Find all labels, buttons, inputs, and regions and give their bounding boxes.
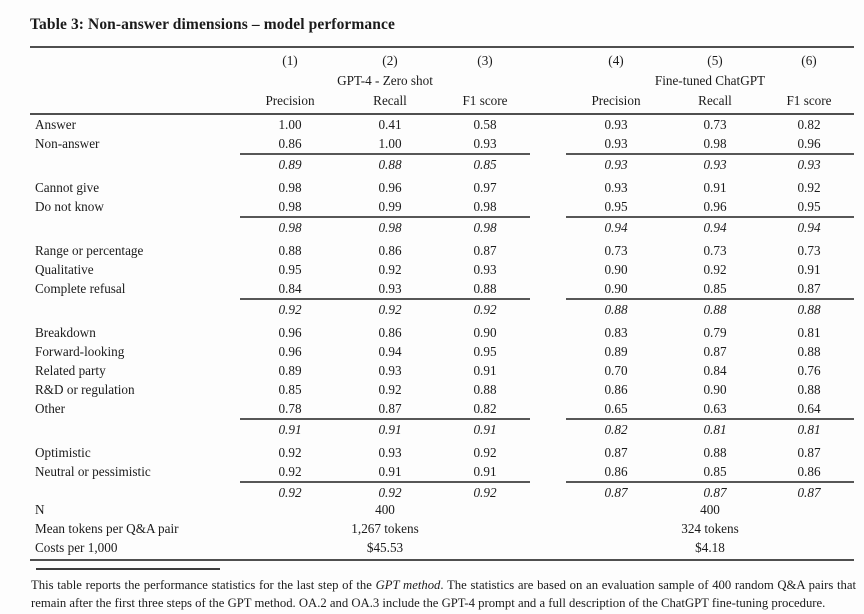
table-row: [30, 361, 854, 380]
value-cell: 0.89: [278, 363, 302, 378]
value-cell: 0.93: [473, 136, 497, 151]
stats-row-mean-tokens: [30, 519, 854, 538]
row-label: Mean tokens per Q&A pair: [35, 521, 179, 536]
empty-header-cell: [30, 90, 240, 113]
group-gap: [530, 380, 566, 399]
col-number-4: (4): [608, 53, 624, 68]
summary-value-cell: 0.81: [764, 418, 854, 437]
value-cell: 0.73: [604, 243, 628, 258]
group-gap: [530, 342, 566, 361]
empty-header-cell: [30, 71, 240, 90]
value-cell: 0.93: [378, 363, 402, 378]
value-cell: 0.86: [378, 243, 402, 258]
value-cell: 0.87: [473, 243, 497, 258]
value-cell: 0.81: [797, 325, 821, 340]
group-labels-row: [30, 71, 854, 90]
value-cell: 0.91: [473, 464, 497, 479]
row-label: Other: [35, 401, 66, 416]
value-cell: 0.86: [604, 464, 628, 479]
subheader-f1-1: F1 score: [462, 93, 508, 108]
value-cell: 0.78: [278, 401, 302, 416]
value-cell: 0.86: [378, 325, 402, 340]
stat-value: $4.18: [695, 540, 725, 555]
summary-value-cell: 0.82: [566, 418, 666, 437]
value-cell: 0.91: [797, 262, 821, 277]
value-cell: 0.96: [703, 199, 727, 214]
table-header: [30, 48, 854, 115]
value-cell: 0.58: [473, 117, 497, 132]
summary-value-cell: 0.92: [340, 481, 440, 500]
summary-value-cell: 0.87: [764, 481, 854, 500]
value-cell: 0.93: [473, 262, 497, 277]
value-cell: 0.95: [278, 262, 302, 277]
value-cell: 0.92: [473, 445, 497, 460]
table-row: [30, 462, 854, 481]
value-cell: 0.88: [797, 382, 821, 397]
value-cell: 0.63: [703, 401, 727, 416]
stat-value: 400: [700, 502, 720, 517]
group-gap: [530, 153, 566, 172]
group-gap: [530, 216, 566, 235]
value-cell: 0.87: [378, 401, 402, 416]
summary-value-cell: 0.88: [666, 298, 764, 317]
stats-row-costs: [30, 538, 854, 557]
group-gap: [530, 323, 566, 342]
table-row: [30, 197, 854, 216]
group-gap: [530, 241, 566, 260]
value-cell: 0.87: [604, 445, 628, 460]
value-cell: 0.92: [703, 262, 727, 277]
footnote-text: This table reports the performance statistics for the last step of the: [31, 578, 376, 592]
summary-value-cell: 0.91: [240, 418, 340, 437]
value-cell: 0.87: [797, 445, 821, 460]
value-cell: 0.88: [797, 344, 821, 359]
summary-value-cell: 0.94: [666, 216, 764, 235]
value-cell: 0.85: [703, 464, 727, 479]
summary-value-cell: 0.92: [440, 298, 530, 317]
summary-value-cell: 0.88: [566, 298, 666, 317]
row-label: Costs per 1,000: [35, 540, 118, 555]
row-label: Forward-looking: [35, 344, 125, 359]
empty-header-cell: [30, 48, 240, 71]
value-cell: 1.00: [378, 136, 402, 151]
group-gap: [530, 361, 566, 380]
value-cell: 0.93: [604, 180, 628, 195]
table-row: [30, 279, 854, 298]
summary-value-cell: 0.94: [566, 216, 666, 235]
value-cell: 0.87: [797, 281, 821, 296]
value-cell: 0.88: [473, 281, 497, 296]
group-gap: [530, 90, 566, 113]
group-gap: [530, 197, 566, 216]
summary-value-cell: 0.93: [666, 153, 764, 172]
column-numbers-row: [30, 48, 854, 71]
summary-value-cell: 0.92: [440, 481, 530, 500]
value-cell: 0.82: [797, 117, 821, 132]
value-cell: 0.98: [278, 199, 302, 214]
value-cell: 0.97: [473, 180, 497, 195]
summary-value-cell: 0.91: [340, 418, 440, 437]
value-cell: 0.82: [473, 401, 497, 416]
table-body: [30, 115, 854, 500]
summary-label-empty: [30, 481, 240, 500]
stat-value: $45.53: [366, 540, 404, 555]
group-gap: [530, 260, 566, 279]
summary-value-cell: 0.94: [764, 216, 854, 235]
footnote: [31, 576, 856, 612]
subheader-recall-1: Recall: [373, 93, 407, 108]
group-gap: [530, 481, 566, 500]
value-cell: 0.98: [278, 180, 302, 195]
subheader-f1-2: F1 score: [786, 93, 832, 108]
section-summary-row: [30, 418, 854, 437]
group-gap: [530, 48, 566, 71]
value-cell: 0.96: [278, 344, 302, 359]
summary-label-empty: [30, 298, 240, 317]
value-cell: 0.91: [378, 464, 402, 479]
value-cell: 0.79: [703, 325, 727, 340]
table-title: Table 3: Non-answer dimensions – model performance: [30, 16, 395, 33]
summary-value-cell: 0.93: [764, 153, 854, 172]
row-label: Qualitative: [35, 262, 94, 277]
value-cell: 0.92: [378, 262, 402, 277]
value-cell: 0.90: [703, 382, 727, 397]
value-cell: 0.98: [473, 199, 497, 214]
table-row: [30, 342, 854, 361]
row-label: N: [35, 502, 45, 517]
footnote-italic-term: GPT method: [375, 578, 441, 592]
summary-value-cell: 0.92: [340, 298, 440, 317]
value-cell: 0.95: [473, 344, 497, 359]
value-cell: 0.96: [378, 180, 402, 195]
row-label: Cannot give: [35, 180, 100, 195]
summary-value-cell: 0.89: [240, 153, 340, 172]
value-cell: 0.92: [278, 445, 302, 460]
row-label: Answer: [35, 117, 77, 132]
row-label: Neutral or pessimistic: [35, 464, 151, 479]
value-cell: 0.76: [797, 363, 821, 378]
stat-value: 400: [375, 502, 395, 517]
value-cell: 0.65: [604, 401, 628, 416]
value-cell: 0.86: [278, 136, 302, 151]
value-cell: 0.84: [278, 281, 302, 296]
summary-value-cell: 0.98: [340, 216, 440, 235]
value-cell: 0.98: [703, 136, 727, 151]
summary-value-cell: 0.88: [764, 298, 854, 317]
row-label: Optimistic: [35, 445, 91, 460]
group-gap: [530, 71, 566, 90]
value-cell: 0.90: [473, 325, 497, 340]
summary-value-cell: 0.92: [240, 481, 340, 500]
section-summary-row: [30, 153, 854, 172]
value-cell: 0.88: [278, 243, 302, 258]
col-number-1: (1): [282, 53, 298, 68]
group-gap: [530, 462, 566, 481]
value-cell: 0.87: [703, 344, 727, 359]
summary-label-empty: [30, 418, 240, 437]
col-number-3: (3): [477, 53, 493, 68]
value-cell: 0.85: [703, 281, 727, 296]
row-label: R&D or regulation: [35, 382, 135, 397]
value-cell: 0.73: [797, 243, 821, 258]
section-summary-row: [30, 298, 854, 317]
value-cell: 0.99: [378, 199, 402, 214]
table-row: [30, 115, 854, 134]
summary-label-empty: [30, 216, 240, 235]
value-cell: 0.92: [378, 382, 402, 397]
value-cell: 0.64: [797, 401, 821, 416]
group-gap: [530, 519, 566, 538]
value-cell: 0.84: [703, 363, 727, 378]
row-label: Complete refusal: [35, 281, 126, 296]
value-cell: 0.73: [703, 117, 727, 132]
row-label: Range or percentage: [35, 243, 144, 258]
table-row: [30, 323, 854, 342]
value-cell: 0.92: [797, 180, 821, 195]
stats-row-n: [30, 500, 854, 519]
table-row: [30, 241, 854, 260]
table-row: [30, 380, 854, 399]
value-cell: 0.86: [797, 464, 821, 479]
stat-value: 1,267 tokens: [351, 521, 419, 536]
subheader-precision-2: Precision: [591, 93, 641, 108]
col-number-2: (2): [382, 53, 398, 68]
value-cell: 0.96: [278, 325, 302, 340]
group-gap: [530, 279, 566, 298]
group-gap: [530, 399, 566, 418]
table-row: [30, 399, 854, 418]
summary-value-cell: 0.98: [240, 216, 340, 235]
value-cell: 0.90: [604, 281, 628, 296]
summary-value-cell: 0.98: [440, 216, 530, 235]
value-cell: 0.90: [604, 262, 628, 277]
table-stats: [30, 500, 854, 559]
group-gap: [530, 418, 566, 437]
summary-value-cell: 0.92: [240, 298, 340, 317]
stat-value: 324 tokens: [681, 521, 739, 536]
section-summary-row: [30, 481, 854, 500]
group-gap: [530, 298, 566, 317]
section-summary-row: [30, 216, 854, 235]
summary-value-cell: 0.88: [340, 153, 440, 172]
value-cell: 0.95: [797, 199, 821, 214]
summary-value-cell: 0.87: [666, 481, 764, 500]
summary-value-cell: 0.93: [566, 153, 666, 172]
value-cell: 0.93: [378, 281, 402, 296]
value-cell: 0.70: [604, 363, 628, 378]
subheader-recall-2: Recall: [698, 93, 732, 108]
group-gap: [530, 178, 566, 197]
summary-value-cell: 0.85: [440, 153, 530, 172]
row-label: Non-answer: [35, 136, 100, 151]
group-gap: [530, 134, 566, 153]
footnote-text: . The statistics are based on an evaluation sample of 400 random Q&A pairs that remain after the first three steps of the GPT method. OA.2 and OA.3 include the GPT-4 prompt and a full description of the ChatGPT fine-tuning procedure.: [31, 578, 856, 610]
value-cell: 0.83: [604, 325, 628, 340]
group-gap: [530, 443, 566, 462]
value-cell: 0.85: [278, 382, 302, 397]
summary-label-empty: [30, 153, 240, 172]
value-cell: 0.94: [378, 344, 402, 359]
value-cell: 0.93: [604, 136, 628, 151]
col-number-6: (6): [801, 53, 817, 68]
col-number-5: (5): [707, 53, 723, 68]
table-row: [30, 178, 854, 197]
group-gap: [530, 115, 566, 134]
value-cell: 0.93: [378, 445, 402, 460]
group-label-fine-tuned-chatgpt: Fine-tuned ChatGPT: [654, 73, 766, 88]
summary-value-cell: 0.87: [566, 481, 666, 500]
value-cell: 0.41: [378, 117, 402, 132]
value-cell: 0.91: [703, 180, 727, 195]
row-label: Related party: [35, 363, 106, 378]
value-cell: 0.92: [278, 464, 302, 479]
value-cell: 0.73: [703, 243, 727, 258]
value-cell: 0.95: [604, 199, 628, 214]
row-label: Breakdown: [35, 325, 96, 340]
group-gap: [530, 538, 566, 557]
value-cell: 0.91: [473, 363, 497, 378]
value-cell: 0.89: [604, 344, 628, 359]
summary-value-cell: 0.81: [666, 418, 764, 437]
value-cell: 0.88: [473, 382, 497, 397]
group-gap: [530, 500, 566, 519]
results-table: [30, 46, 854, 561]
value-cell: 0.86: [604, 382, 628, 397]
subheader-precision-1: Precision: [265, 93, 315, 108]
summary-value-cell: 0.91: [440, 418, 530, 437]
value-cell: 0.93: [604, 117, 628, 132]
table-row: [30, 134, 854, 153]
footnote-rule: [36, 568, 220, 570]
row-label: Do not know: [35, 199, 104, 214]
subheaders-row: [30, 90, 854, 113]
group-label-gpt4-zero-shot: GPT-4 - Zero shot: [337, 73, 433, 88]
table-row: [30, 260, 854, 279]
value-cell: 1.00: [278, 117, 302, 132]
value-cell: 0.96: [797, 136, 821, 151]
table-row: [30, 443, 854, 462]
value-cell: 0.88: [703, 445, 727, 460]
